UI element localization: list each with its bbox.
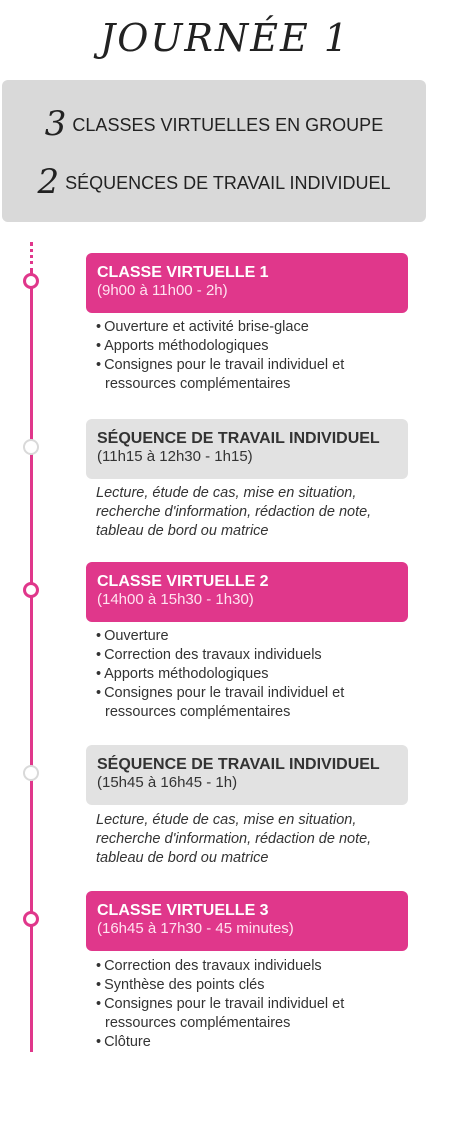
list-item: • Ouverture et activité brise-glace <box>96 318 416 337</box>
session-card-class-2 <box>86 562 408 622</box>
session-time: (11h15 à 12h30 - 1h15) <box>97 448 253 465</box>
timeline-dot <box>23 273 39 289</box>
session-title: SÉQUENCE DE TRAVAIL INDIVIDUEL <box>97 430 380 447</box>
list-item: • Correction des travaux individuels <box>96 957 416 976</box>
list-item: • Consignes pour le travail individuel et ressources complémentaires <box>96 356 416 394</box>
summary-label: CLASSES VIRTUELLES EN GROUPE <box>72 115 384 135</box>
session-time: (16h45 à 17h30 - 45 minutes) <box>97 920 294 937</box>
session-title: SÉQUENCE DE TRAVAIL INDIVIDUEL <box>97 756 380 773</box>
list-item: • Apports méthodologiques <box>96 665 416 684</box>
timeline-dot <box>23 765 39 781</box>
session-description: Lecture, étude de cas, mise en situation, recherche d'information, rédaction de note, tableau de bord ou matrice <box>96 812 372 866</box>
session-items <box>96 627 416 722</box>
session-title: CLASSE VIRTUELLE 1 <box>97 264 269 281</box>
list-item: • Apports méthodologiques <box>96 337 416 356</box>
session-card-class-3 <box>86 891 408 951</box>
summary-box <box>2 80 426 222</box>
session-items <box>96 957 416 1052</box>
timeline-start-dotted <box>30 242 33 272</box>
session-items <box>96 318 416 394</box>
session-card-individual-1 <box>86 419 408 479</box>
list-item: • Clôture <box>96 1033 416 1052</box>
list-item: • Synthèse des points clés <box>96 976 416 995</box>
list-item: • Consignes pour le travail individuel et ressources complémentaires <box>96 684 416 722</box>
list-item: • Ouverture <box>96 627 416 646</box>
session-title: CLASSE VIRTUELLE 2 <box>97 573 269 590</box>
summary-count: 2 <box>37 162 60 202</box>
page-title: JOURNÉE 1 <box>99 16 350 60</box>
list-item: • Correction des travaux individuels <box>96 646 416 665</box>
summary-label: SÉQUENCES DE TRAVAIL INDIVIDUEL <box>65 173 391 193</box>
timeline-dot <box>23 439 39 455</box>
session-card-class-1 <box>86 253 408 313</box>
session-time: (15h45 à 16h45 - 1h) <box>97 774 238 791</box>
session-description: Lecture, étude de cas, mise en situation, recherche d'information, rédaction de note, tableau de bord ou matrice <box>96 485 372 539</box>
session-title: CLASSE VIRTUELLE 3 <box>97 902 269 919</box>
session-time: (14h00 à 15h30 - 1h30) <box>97 591 254 608</box>
timeline-dot <box>23 911 39 927</box>
session-time: (9h00 à 11h00 - 2h) <box>97 282 228 299</box>
summary-line-classes <box>2 104 426 144</box>
summary-line-sequences <box>2 162 426 202</box>
session-card-individual-2 <box>86 745 408 805</box>
list-item: • Consignes pour le travail individuel et ressources complémentaires <box>96 995 416 1033</box>
summary-count: 3 <box>44 104 67 144</box>
timeline-dot <box>23 582 39 598</box>
timeline-line <box>30 272 33 1052</box>
